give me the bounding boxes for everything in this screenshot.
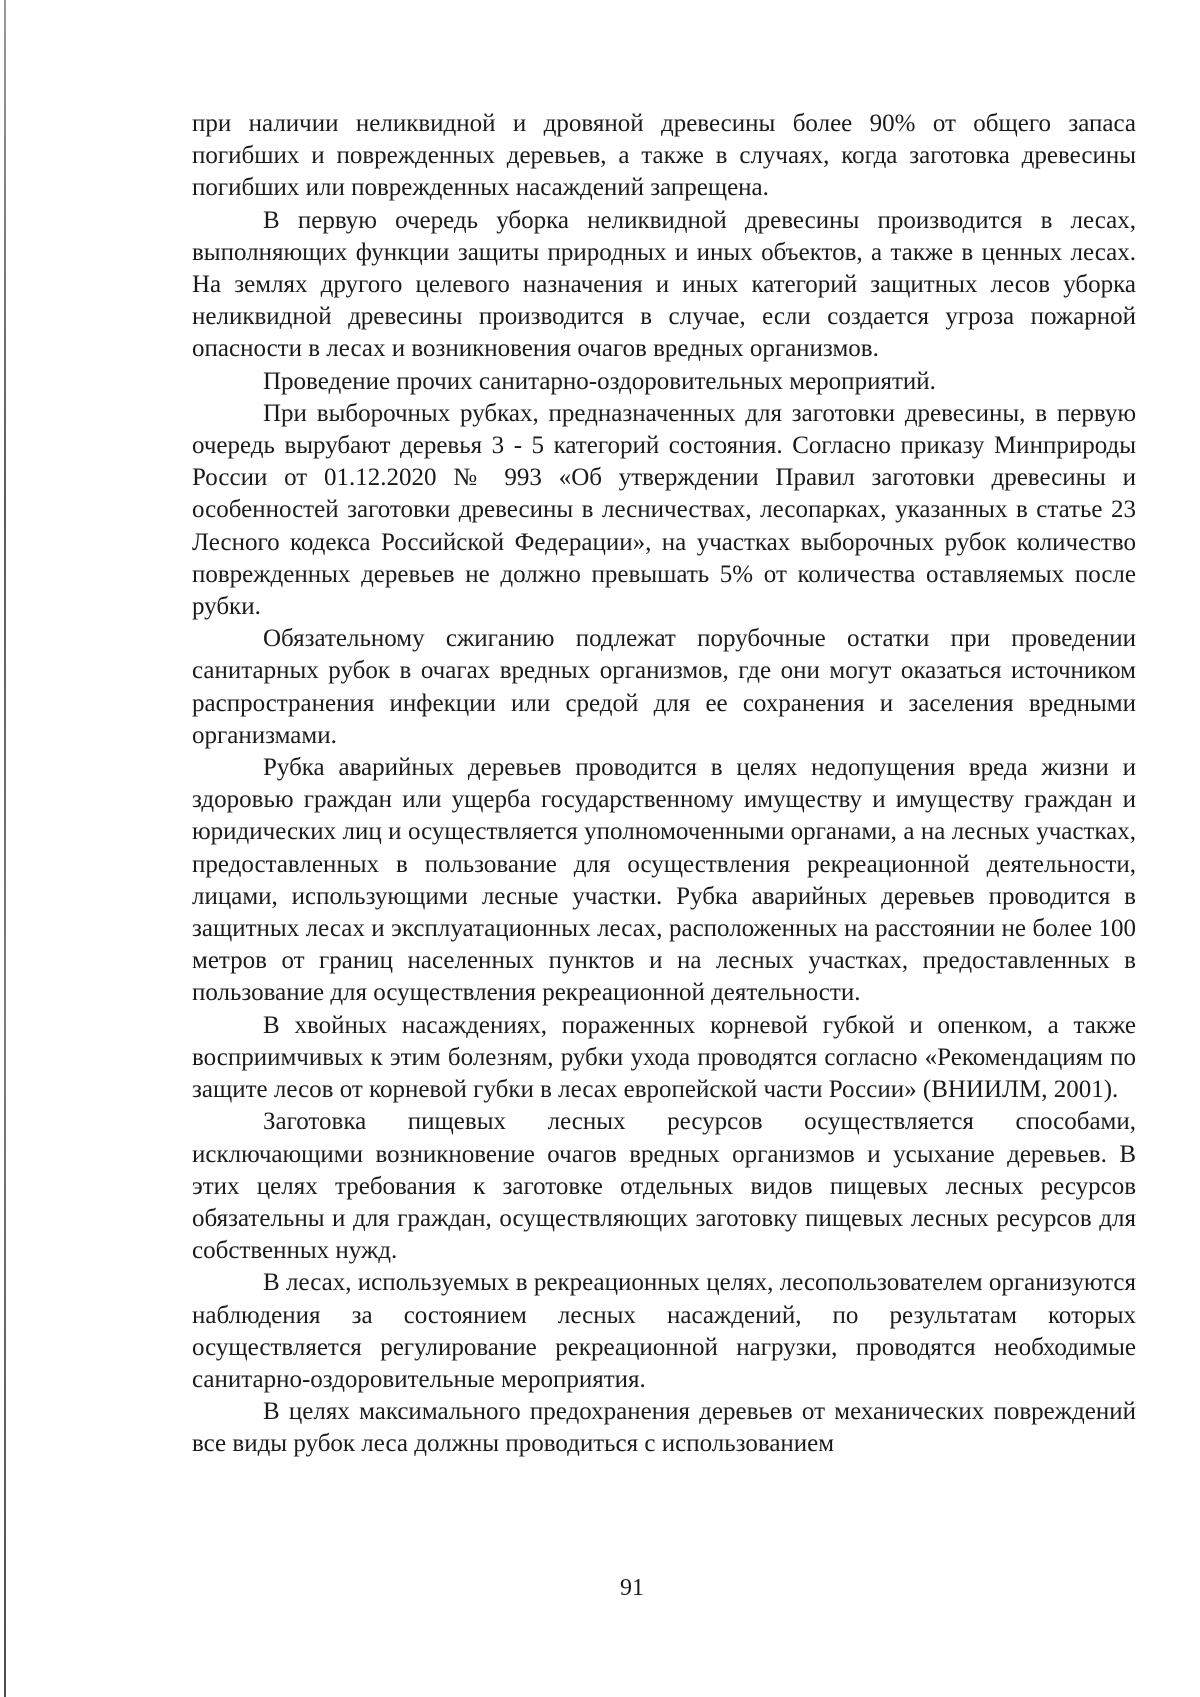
paragraph: Обязательному сжиганию подлежат порубочные остатки при проведении санитарных рубок в очагах вредных организмов, где они могут оказаться источником распространения инфекции или средой для ее сохранения и заселения вредными организмами. xyxy=(192,625,1136,749)
paragraph: В хвойных насаждениях, пораженных корневой губкой и опенком, а также восприимчивых к этим болезням, рубки ухода проводятся согласно «Рекомендациям по защите лесов от корневой губки в лесах европейской части России» (ВНИИЛМ, 2001). xyxy=(192,1011,1136,1104)
paragraph: В целях максимального предохранения деревьев от механических повреждений все виды рубок леса должны проводиться с использованием xyxy=(192,1398,1136,1458)
paragraph-heading: Проведение прочих санитарно-оздоровительных мероприятий. xyxy=(263,367,936,395)
body-text xyxy=(192,108,1136,1461)
page-number: 91 xyxy=(620,1575,644,1601)
paragraph: Рубка аварийных деревьев проводится в целях недопущения вреда жизни и здоровью граждан или ущерба государственному имуществу и имуществу граждан и юридических лиц и осуществляется уполномоченными органами, а на лесных участках, предоставленных в пользование для осуществления рекреационной деятельности, лицами, использующими лесные участки. Рубка аварийных деревьев проводится в защитных лесах и эксплуатационных лесах, расположенных на расстоянии не более 100 метров от границ населенных пунктов и на лесных участках, предоставленных в пользование для осуществления рекреационной деятельности. xyxy=(192,754,1136,1007)
paragraph-continuation: при наличии неликвидной и дровяной древесины более 90% от общего запаса погибших и поврежденных деревьев, а также в случаях, когда заготовка древесины погибших или поврежденных насаждений запрещена. xyxy=(192,110,1136,202)
paragraph: В лесах, используемых в рекреационных целях, лесопользователем организуются наблюдения за состоянием лесных насаждений, по результатам которых осуществляется регулирование рекреационной нагрузки, проводятся необходимые санитарно-оздоровительные мероприятия. xyxy=(192,1269,1136,1393)
paragraph: В первую очередь уборка неликвидной древесины производится в лесах, выполняющих функции защиты природных и иных объектов, а также в ценных лесах. На землях другого целевого назначения и иных категорий защитных лесов уборка неликвидной древесины производится в случае, если создается угроза пожарной опасности в лесах и возникновения очагов вредных организмов. xyxy=(192,206,1136,363)
scan-edge-line xyxy=(4,0,6,1697)
paragraph: Заготовка пищевых лесных ресурсов осуществляется способами, исключающими возникновение очагов вредных организмов и усыхание деревьев. В этих целях требования к заготовке отдельных видов пищевых лесных ресурсов обязательны и для граждан, осуществляющих заготовку пищевых лесных ресурсов для собственных нужд. xyxy=(192,1108,1136,1265)
paragraph: При выборочных рубках, предназначенных для заготовки древесины, в первую очередь вырубают деревья 3 - 5 категорий состояния. Согласно приказу Минприроды России от 01.12.2020 № 993 «Об утверждении Правил заготовки древесины и особенностей заготовки древесины в лесничествах, лесопарках, указанных в статье 23 Лесного кодекса Российской Федерации», на участках выборочных рубок количество поврежденных деревьев не должно превышать 5% от количества оставляемых после рубки. xyxy=(192,399,1136,621)
